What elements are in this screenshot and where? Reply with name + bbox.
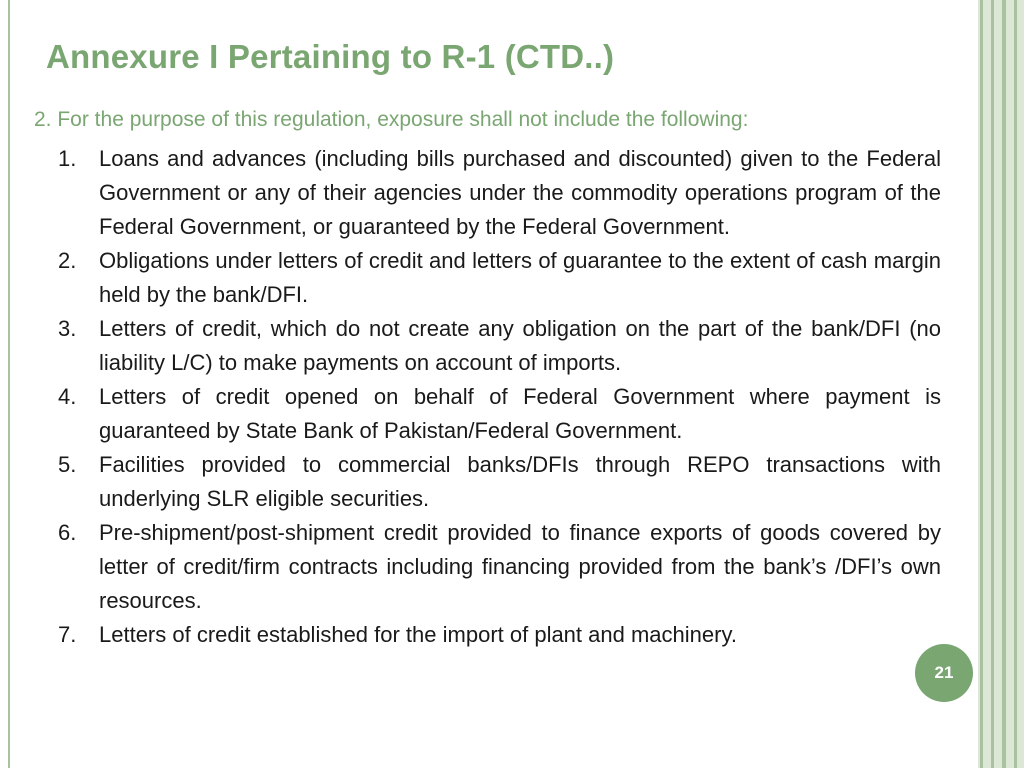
item-number: 7. xyxy=(58,622,77,647)
list-item xyxy=(54,516,941,618)
slide-title: Annexure I Pertaining to R-1 (CTD..) xyxy=(46,38,615,75)
list-item xyxy=(54,448,941,516)
item-number: 1. xyxy=(58,146,77,171)
list-item xyxy=(54,244,941,312)
border-stripe xyxy=(991,0,994,768)
list-item xyxy=(54,142,941,244)
item-text: Facilities provided to commercial banks/DFIs through REPO transactions with underlying SLR eligible securities. xyxy=(99,452,941,511)
list-item xyxy=(54,618,941,652)
page-number-badge xyxy=(915,644,973,702)
left-border-line xyxy=(8,0,10,768)
exclusion-list xyxy=(54,142,941,652)
item-number: 4. xyxy=(58,384,77,409)
item-number: 6. xyxy=(58,520,77,545)
item-text: Letters of credit, which do not create any obligation on the part of the bank/DFI (no liability L/C) to make payments on account of imports. xyxy=(99,316,941,375)
page-number: 21 xyxy=(934,663,954,682)
item-number: 5. xyxy=(58,452,77,477)
item-number: 3. xyxy=(58,316,77,341)
item-text: Letters of credit opened on behalf of Federal Government where payment is guaranteed by State Bank of Pakistan/Federal Government. xyxy=(99,384,941,443)
list-item xyxy=(54,312,941,380)
item-number: 2. xyxy=(58,248,77,273)
item-text: Obligations under letters of credit and letters of guarantee to the extent of cash margin held by the bank/DFI. xyxy=(99,248,941,307)
item-text: Pre-shipment/post-shipment credit provided to finance exports of goods covered by letter of credit/firm contracts including financing provided from the bank’s /DFI’s own resources. xyxy=(99,520,941,613)
item-text: Letters of credit established for the import of plant and machinery. xyxy=(99,622,737,647)
intro-text: 2. For the purpose of this regulation, exposure shall not include the following: xyxy=(34,108,749,131)
right-decorative-border xyxy=(978,0,1024,768)
item-text: Loans and advances (including bills purchased and discounted) given to the Federal Government or any of their agencies under the commodity operations program of the Federal Government, or guaranteed by the Federal Government. xyxy=(99,146,941,239)
list-item xyxy=(54,380,941,448)
border-stripe xyxy=(1014,0,1017,768)
border-stripe xyxy=(980,0,983,768)
border-stripe xyxy=(1002,0,1006,768)
